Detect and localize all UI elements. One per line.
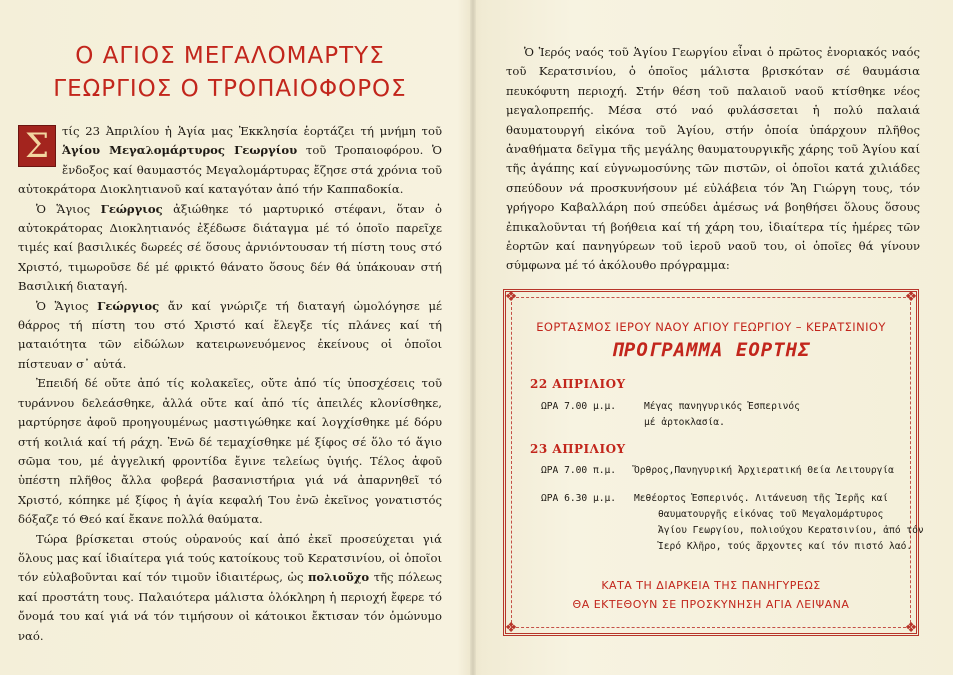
corner-ornament-icon: ❖ [904,620,918,636]
p3-text-a: Ὁ Ἅγιος [36,298,98,313]
event-time: ΩΡΑ 6.30 μ.μ. [541,493,617,504]
p1-text-a: τίς 23 Ἀπριλίου ἡ Ἁγία μας Ἐκκλησία ἑορτάζει τή μνήμη τοῦ [62,124,442,138]
event-desc: Μέγας πανηγυρικός Ἑσπερινός [644,401,800,412]
title-line-2: ΓΕΩΡΓΙΟΣ Ο ΤΡΟΠΑΙΟΦΟΡΟΣ [53,76,407,102]
p5-text-a: Τώρα βρίσκεται στούς οὐρανούς καί ἀπό ἐκεῖ προσεύχεται γιά ὅλους μας καί ἰδιαίτερα γιά τούς κατοίκους τοῦ Κερατσινίου, οἱ ὁποῖοι τόν εὐλαβοῦνται καί τόν τιμοῦν ἰδιαιτέρως, ὡς [18,531,442,585]
event-desc: Ὄρθρος,Πανηγυρική Ἀρχιερατική Θεία Λειτουργία [634,465,894,476]
p3-text-c: ἄν καί γνώριζε τή διαταγή ὡμολόγησε μέ θάρρος τή πίστη του στό Χριστό καί ἔλεγξε τίς πλάνες καί τή ματαιότητα τῶν εἰδώλων κατειρωνευόμενος ἐκείνους οἱ ὁποῖοι πίστευαν σ᾽ αὐτά. [18,298,442,371]
page-fold [470,0,476,675]
p2-text-a: Ὁ Ἅγιος [36,201,101,216]
date-22-april: 22 ΑΠΡΙΛΙΟΥ [530,377,626,391]
p2-text-bold: Γεώργιος [100,201,163,216]
program-heading: ΕΟΡΤΑΣΜΟΣ ΙΕΡΟΥ ΝΑΟΥ ΑΓΙΟΥ ΓΕΩΡΓΙΟΥ – ΚΕΡΑΤΣΙΝΙΟΥ [536,320,886,334]
title-line-1: Ο ΑΓΙΟΣ ΜΕΓΑΛΟΜΑΡΤΥΣ [75,43,385,69]
program-box [503,289,924,636]
p1-text-bold: Ἁγίου Μεγαλομάρτυρος Γεωργίου [62,143,298,158]
corner-ornament-icon: ❖ [504,620,518,636]
paragraph-3 [18,297,442,375]
paragraph-4: Ἐπειδή δέ οὔτε ἀπό τίς κολακεῖες, οὔτε ἀπό τίς ὑποσχέσεις τοῦ τυράννου δελεάσθηκε, ἀλλά οὔτε καί ἀπό τίς ἀπειλές κλονίσθηκε, μαρτύρησε ἀφοῦ προηγουμένως μαστιγώθηκε καί λογχίσθηκε μέ δόρυ στή κοιλιά καί τή ράχη. Ἐνῶ δέ τεμαχίσθηκε μέ ξίφος σέ ὅλο τό ἅγιο σῶμα του, μέ ἀγγελική φροντίδα ἔγινε τελείως ὑγιής. Τέλος ἀφοῦ ὑπέστη πλῆθος ἄλλα φοβερά βασανιστήρια γιά νά ἀπαρνηθεῖ τό Χριστό, κόπηκε μέ ξίφος ἡ ἁγία κεφαλή Του ἐνῶ ἐκεῖνος γονατιστός δόξαζε τό Θεό καί ἔκανε πολλά θαύματα. [18,376,442,527]
event-desc: Ἁγίου Γεωργίου, πολιούχου Κερατσινίου, ἀπό τόν [658,525,924,536]
p2-text-c: ἀξιώθηκε τό μαρτυρικό στέφανι, ὅταν ὁ αὐτοκράτορας Διοκλητιανός ἐξέδωσε διάταγμα μέ τό ὁποῖο παρεῖχε τιμές καί βασιλικές δωρεές σέ ὅσους ἀρνιόντουσαν τή πίστη τους στό Χριστό, τιμωροῦσε δέ μέ φρικτό θάνατο ὅσους δέν θά ὑπάκουαν στή Βασιλική διαταγή. [18,201,442,294]
right-page [506,43,920,276]
program-footer-line-2: ΘΑ ΕΚΤΕΘΟΥΝ ΣΕ ΠΡΟΣΚΥΝΗΣΗ ΑΓΙΑ ΛΕΙΨΑΝΑ [572,598,850,611]
program-title: ΠΡΟΓΡΑΜΜΑ ΕΟΡΤΗΣ [611,339,811,361]
event-time: ΩΡΑ 7.00 μ.μ. [541,401,617,412]
date-23-april: 23 ΑΠΡΙΛΙΟΥ [530,442,626,456]
event-desc: θαυματουργῆς εἰκόνας τοῦ Μεγαλομάρτυρος [658,509,884,520]
program-footer-line-1: ΚΑΤΑ ΤΗ ΔΙΑΡΚΕΙΑ ΤΗΣ ΠΑΝΗΓΥΡΕΩΣ [601,579,821,592]
page-title [18,40,442,106]
corner-ornament-icon: ❖ [504,289,518,305]
corner-ornament-icon: ❖ [904,289,918,305]
event-desc: Μεθέορτος Ἑσπερινός. Λιτάνευση τῆς Ἱερῆς καί [634,493,889,504]
paragraph-2 [18,200,442,297]
p1-text-c: τοῦ Τροπαιοφόρου. Ὁ ἔνδοξος καί θαυμαστός Μεγαλομάρτυρας ἔζησε στά χρόνια τοῦ αὐτοκράτορα Διοκλητιανοῦ καί καταγόταν ἀπό τήν Καππαδοκία. [18,143,442,197]
p3-text-bold: Γεώργιος [97,298,160,313]
left-body [18,122,442,646]
p5-text-bold: πολιοῦχο [308,570,370,585]
event-desc: μέ ἀρτοκλασία. [644,417,725,428]
left-page [18,40,442,646]
dropcap-icon: Σ [18,125,56,167]
paragraph-1 [18,122,442,200]
p5-text-c: τῆς πόλεως καί προστάτη τους. Παλαιότερα μάλιστα ὁλόκληρη ἡ περιοχή ἔφερε τό ὄνομά του καί γιά νά τόν τιμήσουν οἱ κάτοικοι ἔκτισαν τόν ὁμώνυμο ναό. [18,570,443,643]
event-desc: Ἱερό Κλῆρο, τούς ἄρχοντες καί τόν πιστό λαό. [658,541,913,552]
paragraph-5 [18,530,442,646]
event-time: ΩΡΑ 7.00 π.μ. [541,465,617,476]
right-paragraph-1: Ὁ Ἱερός ναός τοῦ Ἁγίου Γεωργίου εἶναι ὁ πρῶτος ἐνοριακός ναός τοῦ Κερατσινίου, ὁ ὁποῖος μάλιστα βρισκόταν σέ θαυμάσια πευκόφυτη περιοχή. Στήν θέση τοῦ παλαιοῦ ναοῦ κτίσθηκε νέος μεγαλοπρεπής. Μέσα στό ναό φυλάσσεται ἡ πολύ παλαιά θαυματουργή εἰκόνα τοῦ Ἁγίου, στήν ὁποία ὑπάρχουν πλῆθος ἀναθήματα δεῖγμα τῆς μεγάλης θαυματουργικῆς χάρης τοῦ Ἁγίου καί τῆς ἀγάπης καί εὐγνωμοσύνης τῶν πιστῶν, οἱ ὁποῖοι κατά χιλιάδες σπεύδουν νά προσκυνήσουν μέ εὐλάβεια τόν Ἅη Γιώργη τους, τόν γρήγορο Καβαλλάρη πού σπεύδει ἀμέσως νά βοηθήσει ὅλους ὅσους ἐπικαλοῦνται τή βοήθεια καί τή χάρη του, ἰδιαίτερα τίς ἡμέρες τῶν ἑορτῶν καί πανηγύρεων τοῦ ἱεροῦ ναοῦ του, οἱ ὁποῖες θά γίνουν σύμφωνα μέ τό ἀκόλουθο πρόγραμμα: [506,45,920,273]
